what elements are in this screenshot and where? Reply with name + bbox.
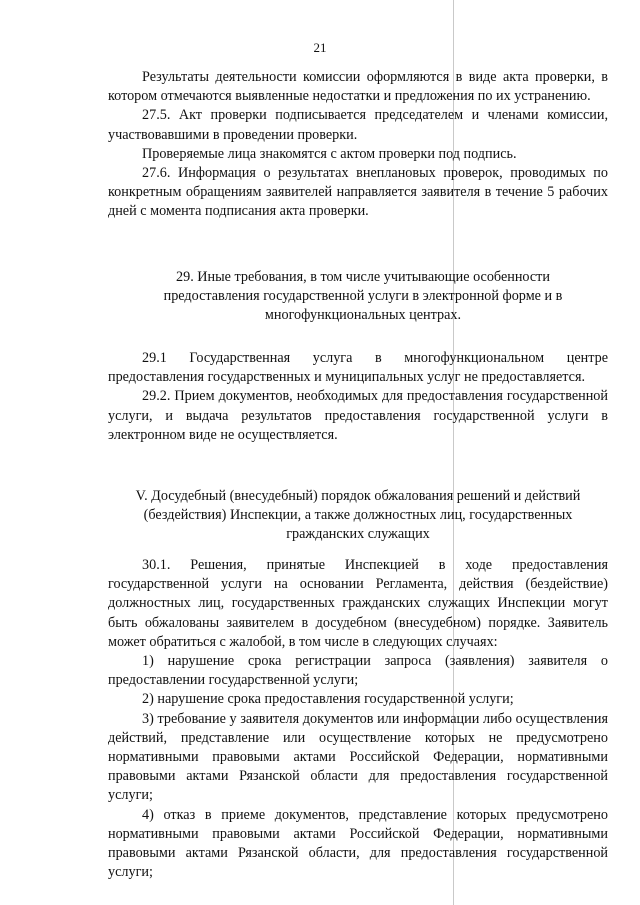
paragraph: 29.1 Государственная услуга в многофункциональном центре предоставления государственных и муниципальных услуг не предоставляется.: [108, 350, 608, 386]
paragraph: 27.5. Акт проверки подписывается председателем и членами комиссии, участвовавшими в проведении проверки.: [108, 107, 608, 143]
section-29-paragraphs: [108, 349, 608, 445]
paragraph: Проверяемые лица знакомятся с актом проверки под подпись.: [142, 145, 517, 162]
paragraph: 29.2. Прием документов, необходимых для предоставления государственной услуги, и выдача результатов предоставления государственной услуги в электронном виде не осуществляется.: [108, 388, 608, 443]
section-30-paragraphs: [108, 556, 608, 882]
list-item: 3) требование у заявителя документов или информации либо осуществления действий, представление или осуществление которых не предусмотрено нормативными правовыми актами Российской Федерации, нормативными правовыми актами Рязанской области для предоставления государственной услуги;: [108, 710, 608, 804]
chapter-heading-v: [108, 487, 608, 545]
list-item: 2) нарушение срока предоставления государственной услуги;: [142, 691, 514, 708]
paragraph: 27.6. Информация о результатах внеплановых проверок, проводимых по конкретным обращениям заявителей направляется заявителя в течение 5 рабочих дней с момента подписания акта проверки.: [108, 165, 608, 220]
heading-text: V. Досудебный (внесудебный) порядок обжалования решений и действий (бездействия) Инспекции, а также должностных лиц, государственных гражданских служащих: [135, 488, 581, 543]
paragraph: Результаты деятельности комиссии оформляются в виде акта проверки, в котором отмечаются выявленные недостатки и предложения по их устранению.: [108, 69, 608, 105]
list-item: 1) нарушение срока регистрации запроса (заявления) заявителя о предоставлении государственной услуги;: [108, 653, 608, 689]
paragraph: 30.1. Решения, принятые Инспекцией в ходе предоставления государственной услуги на основании Регламента, действия (бездействие) должностных лиц, государственных гражданских служащих Инспекции могут быть обжалованы заявителем в досудебном (внесудебном) порядке. Заявитель может обратиться с жалобой, в том числе в следующих случаях:: [108, 557, 608, 650]
page-number: 21: [313, 40, 327, 55]
heading-text: 29. Иные требования, в том числе учитывающие особенности предоставления государственной услуги в электронной форме и в многофункциональных центрах.: [163, 269, 563, 324]
inspection-results-section: [108, 68, 608, 222]
section-heading-29: [128, 268, 598, 326]
list-item: 4) отказ в приеме документов, представление которых предусмотрено нормативными правовыми актами Российской Федерации, нормативными правовыми актами Рязанской области, для предоставления государственной услуги;: [108, 806, 608, 881]
